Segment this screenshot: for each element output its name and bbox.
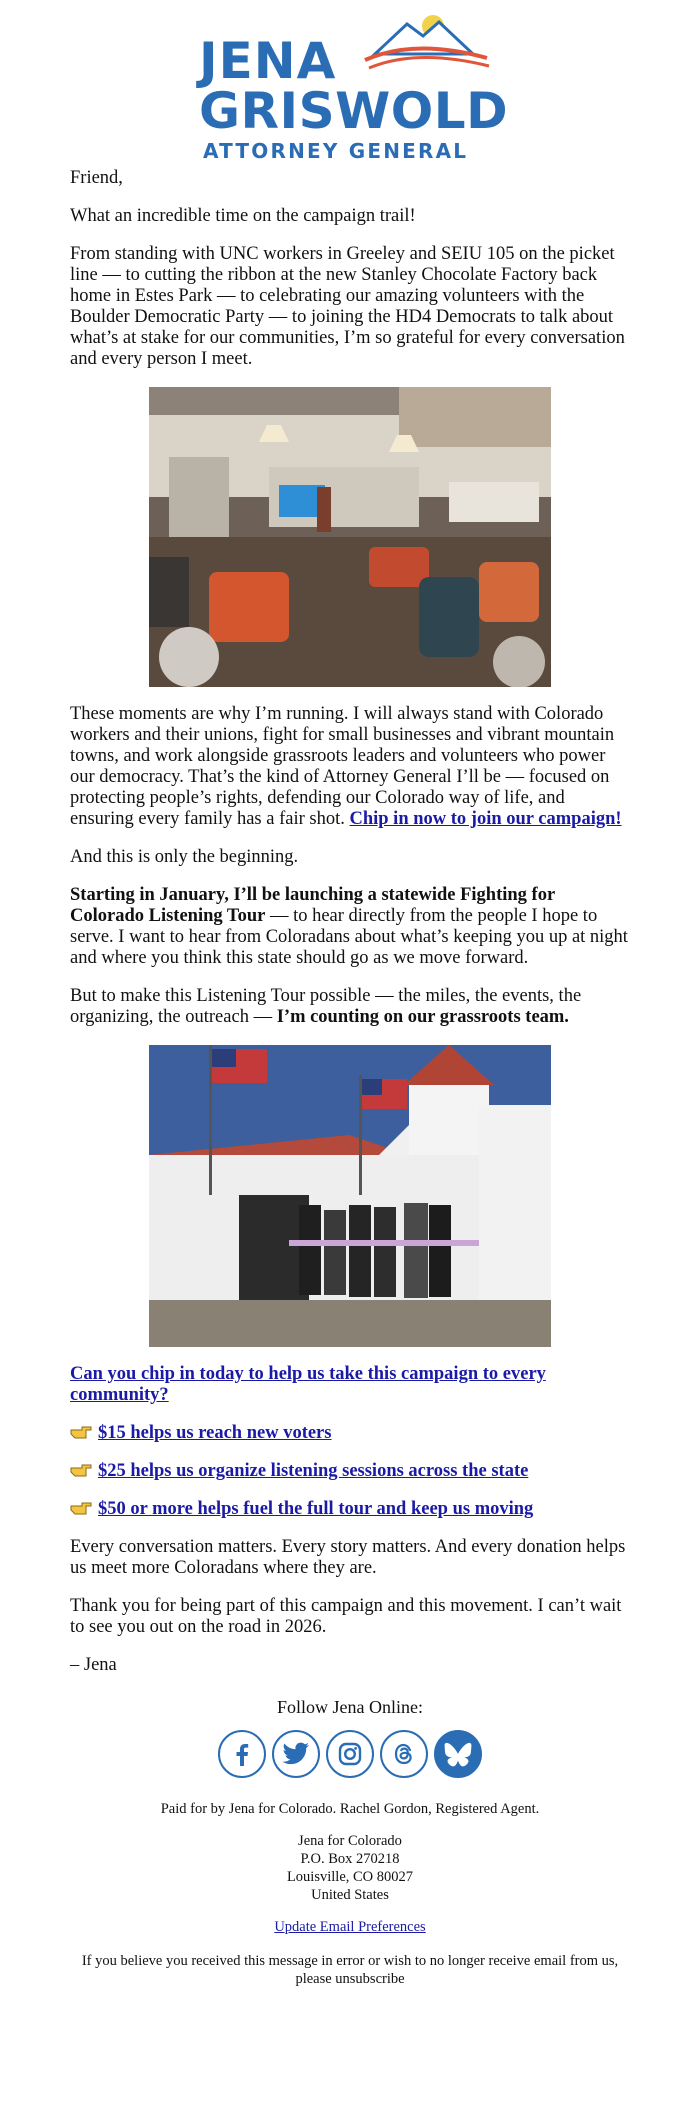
greeting: Friend, [70, 168, 123, 188]
paid-for-disclaimer: Paid for by Jena for Colorado. Rachel Gordon, Registered Agent. [160, 1801, 540, 1817]
pointing-hand-icon [70, 1462, 92, 1478]
paragraph-listening-tour [70, 885, 630, 969]
paragraph-why-running [70, 704, 630, 830]
signoff: – Jena [70, 1655, 117, 1675]
donate-25-link[interactable]: $25 helps us organize listening sessions across the state [98, 1461, 529, 1481]
grassroots-text: But to make this Listening Tour possible — the miles, the events, the organizing, the outreach — [70, 986, 582, 1027]
listening-tour-details: — to hear directly from the people I hope to serve. I want to hear from Coloradans about what’s keeping you up at night and where you think this state should go as we move forward. [70, 906, 628, 968]
footer [70, 1698, 630, 1988]
paragraph-grassroots [70, 986, 630, 1028]
mountain-logo-icon [355, 14, 495, 74]
chip-in-link[interactable]: Chip in now to join our campaign! [349, 809, 622, 829]
photo-listening-session [149, 387, 551, 687]
paragraph-every-conversation: Every conversation matters. Every story matters. And every donation helps us meet more Coloradans where they are. [70, 1537, 626, 1578]
pointing-hand-icon [70, 1424, 92, 1440]
donate-15-link[interactable]: $15 helps us reach new voters [98, 1423, 332, 1443]
logo-last-name: GRISWOLD [199, 82, 509, 140]
instagram-icon[interactable] [326, 1730, 374, 1778]
follow-heading: Follow Jena Online: [277, 1697, 423, 1717]
unsubscribe-note[interactable]: If you believe you received this message in error or wish to no longer receive email from us, please unsubscribe [81, 1953, 619, 1987]
address-city: Louisville, CO 80027 [286, 1869, 414, 1885]
ask-heading-link[interactable]: Can you chip in today to help us take this campaign to every community? [70, 1364, 546, 1405]
mailing-address [70, 1832, 630, 1904]
twitter-icon[interactable] [272, 1730, 320, 1778]
paragraph-trail: From standing with UNC workers in Greeley and SEIU 105 on the picket line — to cutting the ribbon at the new Stanley Chocolate Factory back home in Estes Park — to celebrating our amazing volunteers with the Boulder Democratic Party — to joining the HD4 Democrats to talk about what’s at stake for our communities, I’m so grateful for every conversation and every person I meet. [70, 244, 625, 369]
intro-line: What an incredible time on the campaign trail! [70, 206, 416, 226]
why-running-text: These moments are why I’m running. I will always stand with Colorado workers and their unions, fight for small businesses and vibrant mountain towns, and work alongside grassroots leaders and volunteers who power our democracy. That’s the kind of Attorney General I’ll be — focused on protecting people’s rights, defending our Colorado way of life, and ensuring every family has a fair shot. [70, 704, 615, 829]
photo-ribbon-cutting [149, 1045, 551, 1347]
ask-item-50 [70, 1499, 630, 1520]
update-preferences-link[interactable]: Update Email Preferences [274, 1919, 426, 1935]
grassroots-bold: I’m counting on our grassroots team. [276, 1007, 569, 1027]
address-box: P.O. Box 270218 [300, 1851, 400, 1867]
ask-heading[interactable] [70, 1364, 630, 1406]
logo-office: ATTORNEY GENERAL [203, 139, 469, 163]
logo-first-name: JENA [199, 32, 337, 90]
address-country: United States [311, 1887, 389, 1903]
email-body [70, 168, 630, 1988]
ask-item-15 [70, 1423, 630, 1444]
ask-item-25 [70, 1461, 630, 1482]
address-org: Jena for Colorado [298, 1833, 402, 1849]
listening-tour-announcement: Starting in January, I’ll be launching a statewide Fighting for Colorado Listening Tour [70, 885, 555, 926]
pointing-hand-icon [70, 1500, 92, 1516]
social-links [70, 1730, 630, 1778]
bluesky-icon[interactable] [434, 1730, 482, 1778]
facebook-icon[interactable] [218, 1730, 266, 1778]
campaign-logo [195, 14, 509, 163]
donate-50-link[interactable]: $50 or more helps fuel the full tour and keep us moving [98, 1499, 534, 1519]
paragraph-beginning: And this is only the beginning. [70, 847, 299, 867]
threads-icon[interactable] [380, 1730, 428, 1778]
paragraph-thank-you: Thank you for being part of this campaign and this movement. I can’t wait to see you out on the road in 2026. [70, 1596, 622, 1637]
